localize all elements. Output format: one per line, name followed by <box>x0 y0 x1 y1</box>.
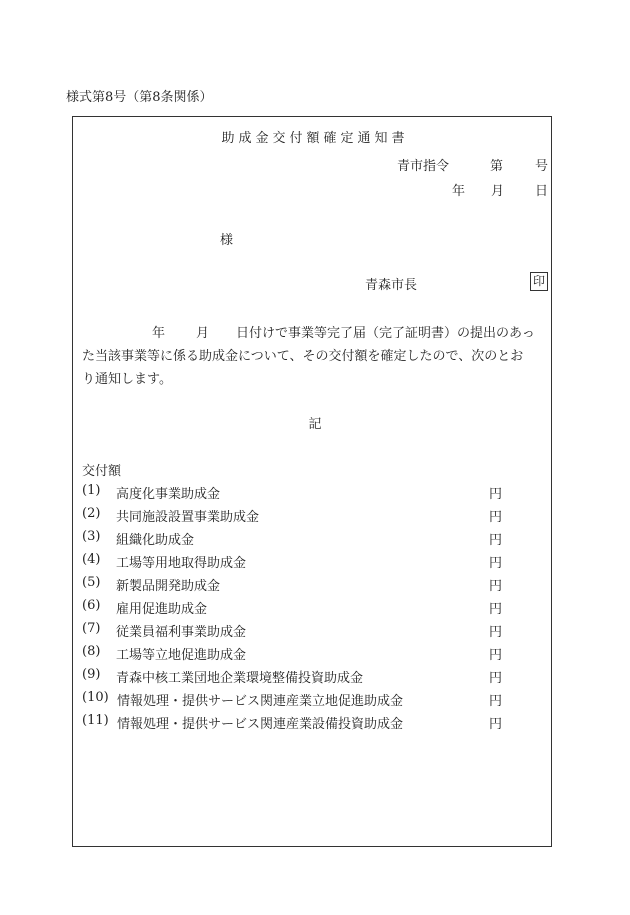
item-name: 情報処理・提供サービス関連産業立地促進助成金 <box>117 694 404 709</box>
item-name: 高度化事業助成金 <box>116 487 221 502</box>
body-date-year: 年 <box>152 326 166 341</box>
date-year: 年 <box>452 184 466 199</box>
document-title: 助成金交付額確定通知書 <box>221 131 409 146</box>
form-number-label: 様式第8号（第8条関係） <box>66 90 213 105</box>
item-number: (6) <box>82 598 101 613</box>
item-yen-unit: 円 <box>489 694 503 709</box>
item-name: 雇用促進助成金 <box>116 602 208 617</box>
issuer-name: 青森市長 <box>365 278 418 293</box>
amount-label: 交付額 <box>82 464 122 479</box>
body-line-1: 日付けで事業等完了届（完了証明書）の提出のあっ <box>236 326 535 341</box>
addressee-honorific: 様 <box>220 233 234 248</box>
item-name: 組織化助成金 <box>116 533 195 548</box>
document-frame <box>72 116 552 847</box>
body-line-3: り通知します。 <box>82 372 172 387</box>
item-yen-unit: 円 <box>489 648 503 663</box>
body-line-2: た当該事業等に係る助成金について、その交付額を確定したので、次のとお <box>82 349 524 364</box>
doc-number-prefix: 青市指令 <box>397 159 450 174</box>
item-yen-unit: 円 <box>489 671 503 686</box>
item-number: (11) <box>82 713 109 728</box>
item-name: 青森中核工業団地企業環境整備投資助成金 <box>116 671 364 686</box>
item-yen-unit: 円 <box>489 533 503 548</box>
item-yen-unit: 円 <box>489 510 503 525</box>
item-yen-unit: 円 <box>489 556 503 571</box>
item-name: 情報処理・提供サービス関連産業設備投資助成金 <box>117 717 404 732</box>
item-number: (4) <box>82 552 101 567</box>
item-name: 新製品開発助成金 <box>116 579 221 594</box>
item-name: 従業員福利事業助成金 <box>116 625 247 640</box>
item-number: (10) <box>82 690 109 705</box>
item-yen-unit: 円 <box>489 717 503 732</box>
item-yen-unit: 円 <box>489 602 503 617</box>
doc-number-dai: 第 <box>490 159 504 174</box>
item-yen-unit: 円 <box>489 625 503 640</box>
body-date-month: 月 <box>196 326 210 341</box>
item-number: (2) <box>82 506 101 521</box>
date-month: 月 <box>491 184 505 199</box>
doc-number-go: 号 <box>535 159 549 174</box>
item-yen-unit: 円 <box>489 487 503 502</box>
item-number: (1) <box>82 483 101 498</box>
item-number: (9) <box>82 667 101 682</box>
item-yen-unit: 円 <box>489 579 503 594</box>
item-number: (3) <box>82 529 101 544</box>
item-number: (8) <box>82 644 101 659</box>
date-day: 日 <box>535 184 549 199</box>
item-name: 工場等立地促進助成金 <box>116 648 247 663</box>
item-name: 共同施設設置事業助成金 <box>116 510 260 525</box>
item-name: 工場等用地取得助成金 <box>116 556 247 571</box>
item-number: (7) <box>82 621 101 636</box>
ki-heading: 記 <box>308 417 322 432</box>
item-number: (5) <box>82 575 101 590</box>
seal-mark: 印 <box>530 272 548 291</box>
